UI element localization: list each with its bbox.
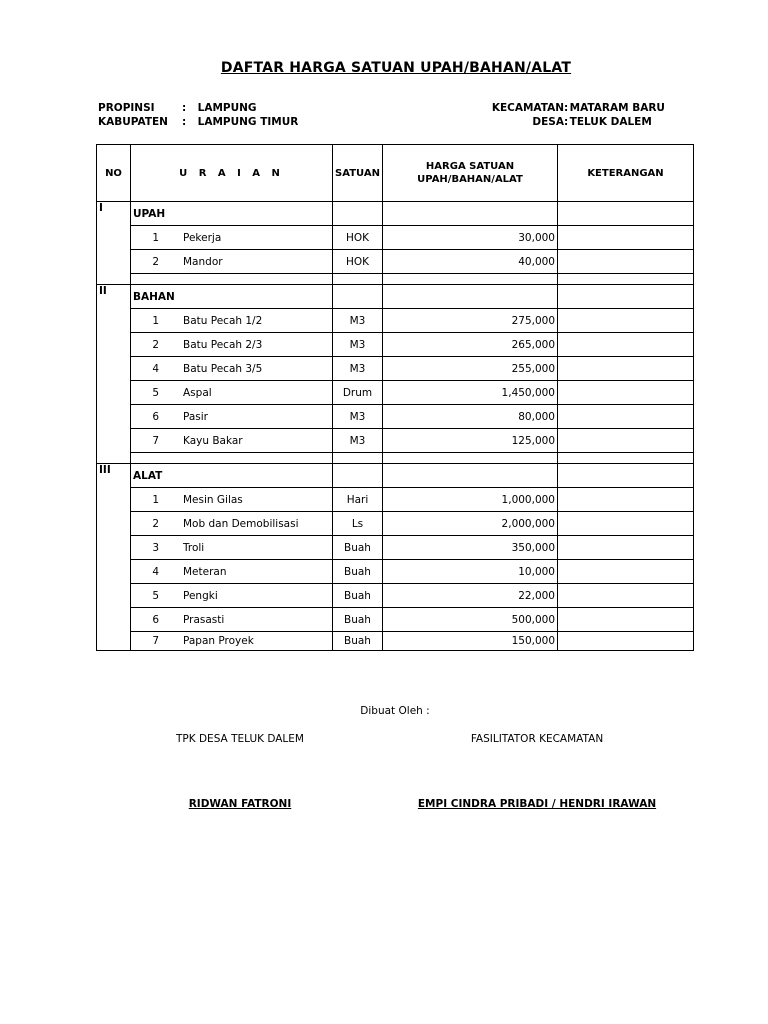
item-number: 1	[152, 493, 159, 506]
table-row	[97, 226, 694, 250]
item-number: 3	[152, 541, 159, 554]
header-harga-line2: UPAH/BAHAN/ALAT	[417, 174, 523, 185]
propinsi-row	[98, 101, 298, 115]
item-price: 150,000	[383, 632, 558, 651]
table-row	[97, 357, 694, 381]
item-price: 10,000	[383, 560, 558, 584]
item-remarks	[558, 512, 694, 536]
item-number: 1	[152, 231, 159, 244]
item-price: 1,450,000	[383, 381, 558, 405]
empty-cell	[333, 285, 383, 309]
signer-right-role: FASILITATOR KECAMATAN	[470, 733, 604, 745]
item-unit: HOK	[333, 226, 383, 250]
empty-cell	[333, 464, 383, 488]
empty-cell	[383, 464, 558, 488]
table-row	[97, 608, 694, 632]
item-remarks	[558, 608, 694, 632]
table-row	[97, 632, 694, 651]
item-price: 350,000	[383, 536, 558, 560]
item-number: 2	[152, 255, 159, 268]
item-unit: M3	[333, 405, 383, 429]
empty-cell	[558, 453, 694, 464]
section-title: UPAH	[131, 202, 333, 226]
table-row	[97, 536, 694, 560]
document-title: DAFTAR HARGA SATUAN UPAH/BAHAN/ALAT	[220, 60, 572, 76]
item-number: 1	[152, 314, 159, 327]
item-unit: Buah	[333, 584, 383, 608]
empty-cell	[558, 285, 694, 309]
table-row	[97, 309, 694, 333]
item-price: 265,000	[383, 333, 558, 357]
section-number: I	[97, 202, 131, 285]
item-description	[131, 536, 333, 560]
separator-colon: :	[182, 102, 187, 114]
item-name: Batu Pecah 3/5	[183, 362, 263, 375]
signer-left-name: RIDWAN FATRONI	[188, 798, 292, 810]
section-title: BAHAN	[131, 285, 333, 309]
item-remarks	[558, 357, 694, 381]
item-description	[131, 429, 333, 453]
item-unit: Drum	[333, 381, 383, 405]
table-row	[97, 584, 694, 608]
table-row	[97, 405, 694, 429]
item-unit: Buah	[333, 608, 383, 632]
empty-cell	[558, 464, 694, 488]
section-number: II	[97, 285, 131, 464]
table-header-row	[97, 145, 694, 202]
table-row	[97, 333, 694, 357]
kabupaten-label: KABUPATEN	[98, 116, 168, 128]
item-name: Mob dan Demobilisasi	[183, 517, 299, 530]
item-remarks	[558, 584, 694, 608]
separator-colon: :	[564, 116, 569, 128]
item-name: Papan Proyek	[183, 635, 254, 647]
item-description	[131, 632, 333, 651]
separator-colon: :	[182, 116, 187, 128]
item-description	[131, 608, 333, 632]
section-row	[97, 285, 694, 309]
table-row	[97, 381, 694, 405]
item-description	[131, 488, 333, 512]
propinsi-value: LAMPUNG	[197, 102, 257, 114]
empty-cell	[558, 202, 694, 226]
item-name: Kayu Bakar	[183, 434, 243, 447]
item-name: Mesin Gilas	[183, 493, 243, 506]
empty-cell	[333, 453, 383, 464]
item-price: 22,000	[383, 584, 558, 608]
section-number: III	[97, 464, 131, 651]
signer-left-role: TPK DESA TELUK DALEM	[176, 733, 304, 745]
price-table	[96, 144, 694, 651]
spacer-row	[97, 274, 694, 285]
item-number: 6	[152, 410, 159, 423]
item-unit: M3	[333, 309, 383, 333]
item-description	[131, 333, 333, 357]
table-row	[97, 250, 694, 274]
item-description	[131, 309, 333, 333]
empty-cell	[131, 274, 333, 285]
table-row	[97, 512, 694, 536]
item-description	[131, 405, 333, 429]
item-price: 2,000,000	[383, 512, 558, 536]
item-remarks	[558, 632, 694, 651]
item-remarks	[558, 488, 694, 512]
item-unit: HOK	[333, 250, 383, 274]
item-unit: Hari	[333, 488, 383, 512]
header-no: NO	[97, 145, 131, 202]
item-price: 40,000	[383, 250, 558, 274]
item-unit: Buah	[333, 632, 383, 651]
item-price: 255,000	[383, 357, 558, 381]
location-info-left	[98, 101, 298, 129]
item-number: 5	[152, 589, 159, 602]
item-remarks	[558, 405, 694, 429]
header-keterangan: KETERANGAN	[558, 145, 694, 202]
item-unit: M3	[333, 429, 383, 453]
empty-cell	[131, 453, 333, 464]
item-remarks	[558, 429, 694, 453]
item-unit: M3	[333, 357, 383, 381]
item-remarks	[558, 333, 694, 357]
empty-cell	[558, 274, 694, 285]
item-name: Batu Pecah 2/3	[183, 338, 263, 351]
item-price: 80,000	[383, 405, 558, 429]
item-description	[131, 512, 333, 536]
item-number: 7	[152, 434, 159, 447]
made-by-label: Dibuat Oleh :	[360, 705, 430, 717]
propinsi-label: PROPINSI	[98, 102, 155, 114]
section-row	[97, 202, 694, 226]
signer-right-name: EMPI CINDRA PRIBADI / HENDRI IRAWAN	[417, 798, 657, 810]
item-name: Batu Pecah 1/2	[183, 314, 263, 327]
empty-cell	[333, 202, 383, 226]
item-name: Pasir	[183, 410, 208, 423]
item-unit: Buah	[333, 560, 383, 584]
item-number: 2	[152, 338, 159, 351]
empty-cell	[333, 274, 383, 285]
location-info-right	[484, 101, 665, 129]
kecamatan-label: KECAMATAN	[491, 102, 564, 114]
item-name: Prasasti	[183, 613, 225, 626]
item-price: 125,000	[383, 429, 558, 453]
item-remarks	[558, 381, 694, 405]
item-name: Troli	[183, 541, 205, 554]
empty-cell	[383, 285, 558, 309]
item-unit: Ls	[333, 512, 383, 536]
header-satuan: SATUAN	[333, 145, 383, 202]
desa-label: DESA	[532, 116, 564, 128]
header-uraian: U R A I A N	[131, 145, 333, 202]
item-number: 7	[152, 635, 159, 647]
item-remarks	[558, 536, 694, 560]
kecamatan-value: MATARAM BARU	[569, 102, 665, 114]
kecamatan-row	[484, 101, 665, 115]
item-price: 30,000	[383, 226, 558, 250]
table-row	[97, 429, 694, 453]
spacer-row	[97, 453, 694, 464]
header-harga	[383, 145, 558, 202]
item-remarks	[558, 309, 694, 333]
item-price: 275,000	[383, 309, 558, 333]
table-row	[97, 560, 694, 584]
item-number: 2	[152, 517, 159, 530]
empty-cell	[383, 274, 558, 285]
item-price: 1,000,000	[383, 488, 558, 512]
item-price: 500,000	[383, 608, 558, 632]
item-description	[131, 560, 333, 584]
desa-value: TELUK DALEM	[569, 116, 652, 128]
section-title: ALAT	[131, 464, 333, 488]
item-name: Meteran	[183, 565, 227, 578]
item-description	[131, 584, 333, 608]
desa-row	[484, 115, 665, 129]
item-number: 4	[152, 565, 159, 578]
item-description	[131, 357, 333, 381]
item-remarks	[558, 250, 694, 274]
table-row	[97, 488, 694, 512]
item-name: Aspal	[183, 386, 212, 399]
separator-colon: :	[564, 102, 569, 114]
item-remarks	[558, 560, 694, 584]
kabupaten-value: LAMPUNG TIMUR	[197, 116, 299, 128]
item-name: Mandor	[183, 255, 223, 268]
kabupaten-row	[98, 115, 298, 129]
item-name: Pengki	[183, 589, 218, 602]
item-description	[131, 226, 333, 250]
section-row	[97, 464, 694, 488]
item-number: 6	[152, 613, 159, 626]
item-unit: Buah	[333, 536, 383, 560]
item-remarks	[558, 226, 694, 250]
item-number: 4	[152, 362, 159, 375]
empty-cell	[383, 453, 558, 464]
item-description	[131, 250, 333, 274]
item-description	[131, 381, 333, 405]
item-name: Pekerja	[183, 231, 222, 244]
empty-cell	[383, 202, 558, 226]
item-unit: M3	[333, 333, 383, 357]
item-number: 5	[152, 386, 159, 399]
header-harga-line1: HARGA SATUAN	[425, 161, 515, 172]
